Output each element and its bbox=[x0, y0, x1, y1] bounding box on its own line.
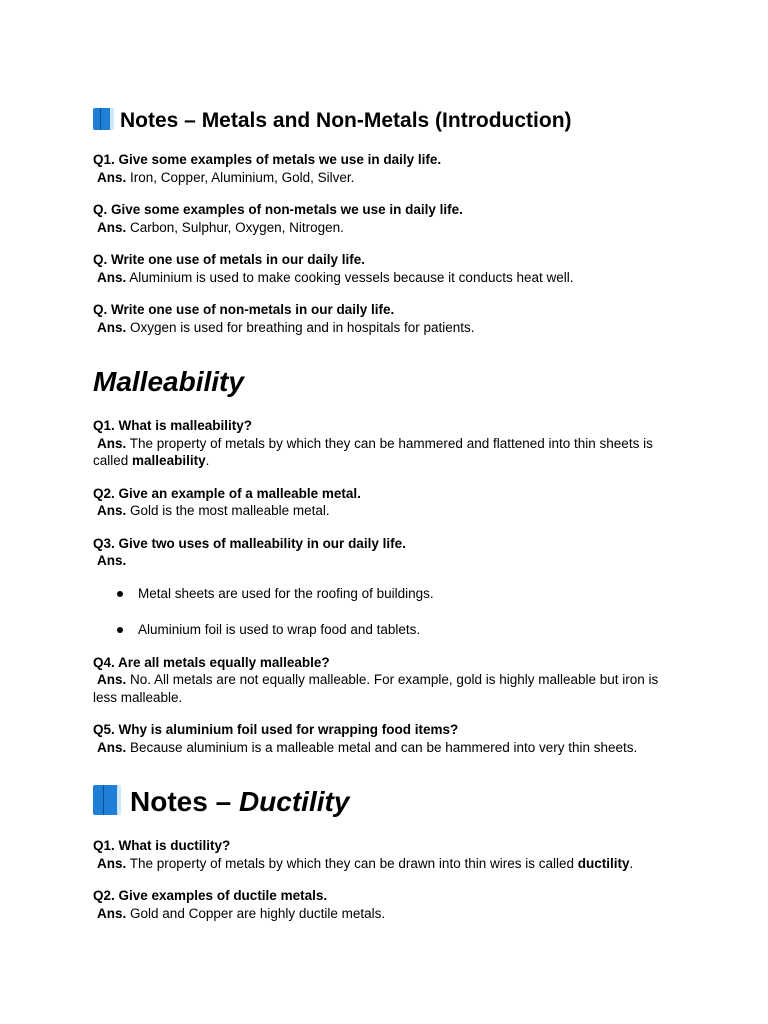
intro-qa-3 bbox=[93, 251, 683, 286]
question: Q. Write one use of metals in our daily life. bbox=[93, 252, 366, 267]
answer: Ans. Oxygen is used for breathing and in hospitals for patients. bbox=[97, 319, 475, 335]
question: Q3. Give two uses of malleability in our daily life. bbox=[93, 535, 406, 551]
list-item: Metal sheets are used for the roofing of buildings. bbox=[93, 585, 683, 603]
answer: Ans. Carbon, Sulphur, Oxygen, Nitrogen. bbox=[97, 219, 344, 235]
ductility-qa-2 bbox=[93, 887, 683, 922]
answer: Ans. Gold is the most malleable metal. bbox=[97, 503, 330, 518]
question: Q1. What is ductility? bbox=[93, 838, 231, 853]
malleability-qa-3 bbox=[93, 535, 683, 639]
ductility-heading-text: Notes – bbox=[130, 786, 232, 817]
answer: Ans. Gold and Copper are highly ductile metals. bbox=[97, 905, 386, 921]
question: Q2. Give examples of ductile metals. bbox=[93, 888, 328, 903]
question: Q1. What is malleability? bbox=[93, 418, 253, 433]
ductility-qa-1 bbox=[93, 837, 683, 872]
question: Q4. Are all metals equally malleable? bbox=[93, 654, 330, 670]
answer: Ans. Because aluminium is a malleable metal and can be hammered into very thin sheets. bbox=[97, 739, 638, 755]
ductility-heading-italic: Ductility bbox=[238, 786, 350, 817]
question: Q1. Give some examples of metals we use in daily life. bbox=[93, 152, 442, 167]
answer: Ans. The property of metals by which they can be drawn into thin wires is called ductility. bbox=[97, 855, 634, 871]
blue-book-icon bbox=[93, 108, 114, 130]
malleability-qa-2 bbox=[93, 485, 683, 520]
answer: Ans. bbox=[97, 553, 127, 568]
intro-heading bbox=[93, 108, 683, 134]
question: Q2. Give an example of a malleable metal. bbox=[93, 485, 361, 501]
malleability-heading: Malleability bbox=[93, 366, 244, 397]
answer: Ans. No. All metals are not equally malleable. For example, gold is highly malleable but iron is less malleable. bbox=[93, 672, 659, 705]
malleability-qa-1 bbox=[93, 417, 683, 470]
intro-qa-2 bbox=[93, 201, 683, 236]
uses-list bbox=[93, 585, 683, 639]
blue-book-icon bbox=[93, 785, 121, 815]
malleability-qa-4 bbox=[93, 654, 683, 707]
intro-qa-1 bbox=[93, 151, 683, 186]
intro-heading-text: Notes – Metals and Non-Metals (Introduction) bbox=[120, 109, 572, 132]
question: Q5. Why is aluminium foil used for wrapping food items? bbox=[93, 722, 459, 737]
answer: Ans. The property of metals by which they can be hammered and flattened into thin sheets is called malleability. bbox=[93, 435, 653, 468]
intro-qa-4 bbox=[93, 301, 683, 336]
question: Q. Write one use of non-metals in our daily life. bbox=[93, 302, 395, 317]
document-page bbox=[93, 108, 683, 922]
question: Q. Give some examples of non-metals we use in daily life. bbox=[93, 202, 463, 217]
answer: Ans. Iron, Copper, Aluminium, Gold, Silver. bbox=[97, 169, 355, 185]
ductility-heading bbox=[93, 785, 683, 819]
answer: Ans. Aluminium is used to make cooking vessels because it conducts heat well. bbox=[97, 269, 574, 285]
malleability-qa-5 bbox=[93, 721, 683, 756]
list-item: Aluminium foil is used to wrap food and tablets. bbox=[93, 621, 683, 639]
